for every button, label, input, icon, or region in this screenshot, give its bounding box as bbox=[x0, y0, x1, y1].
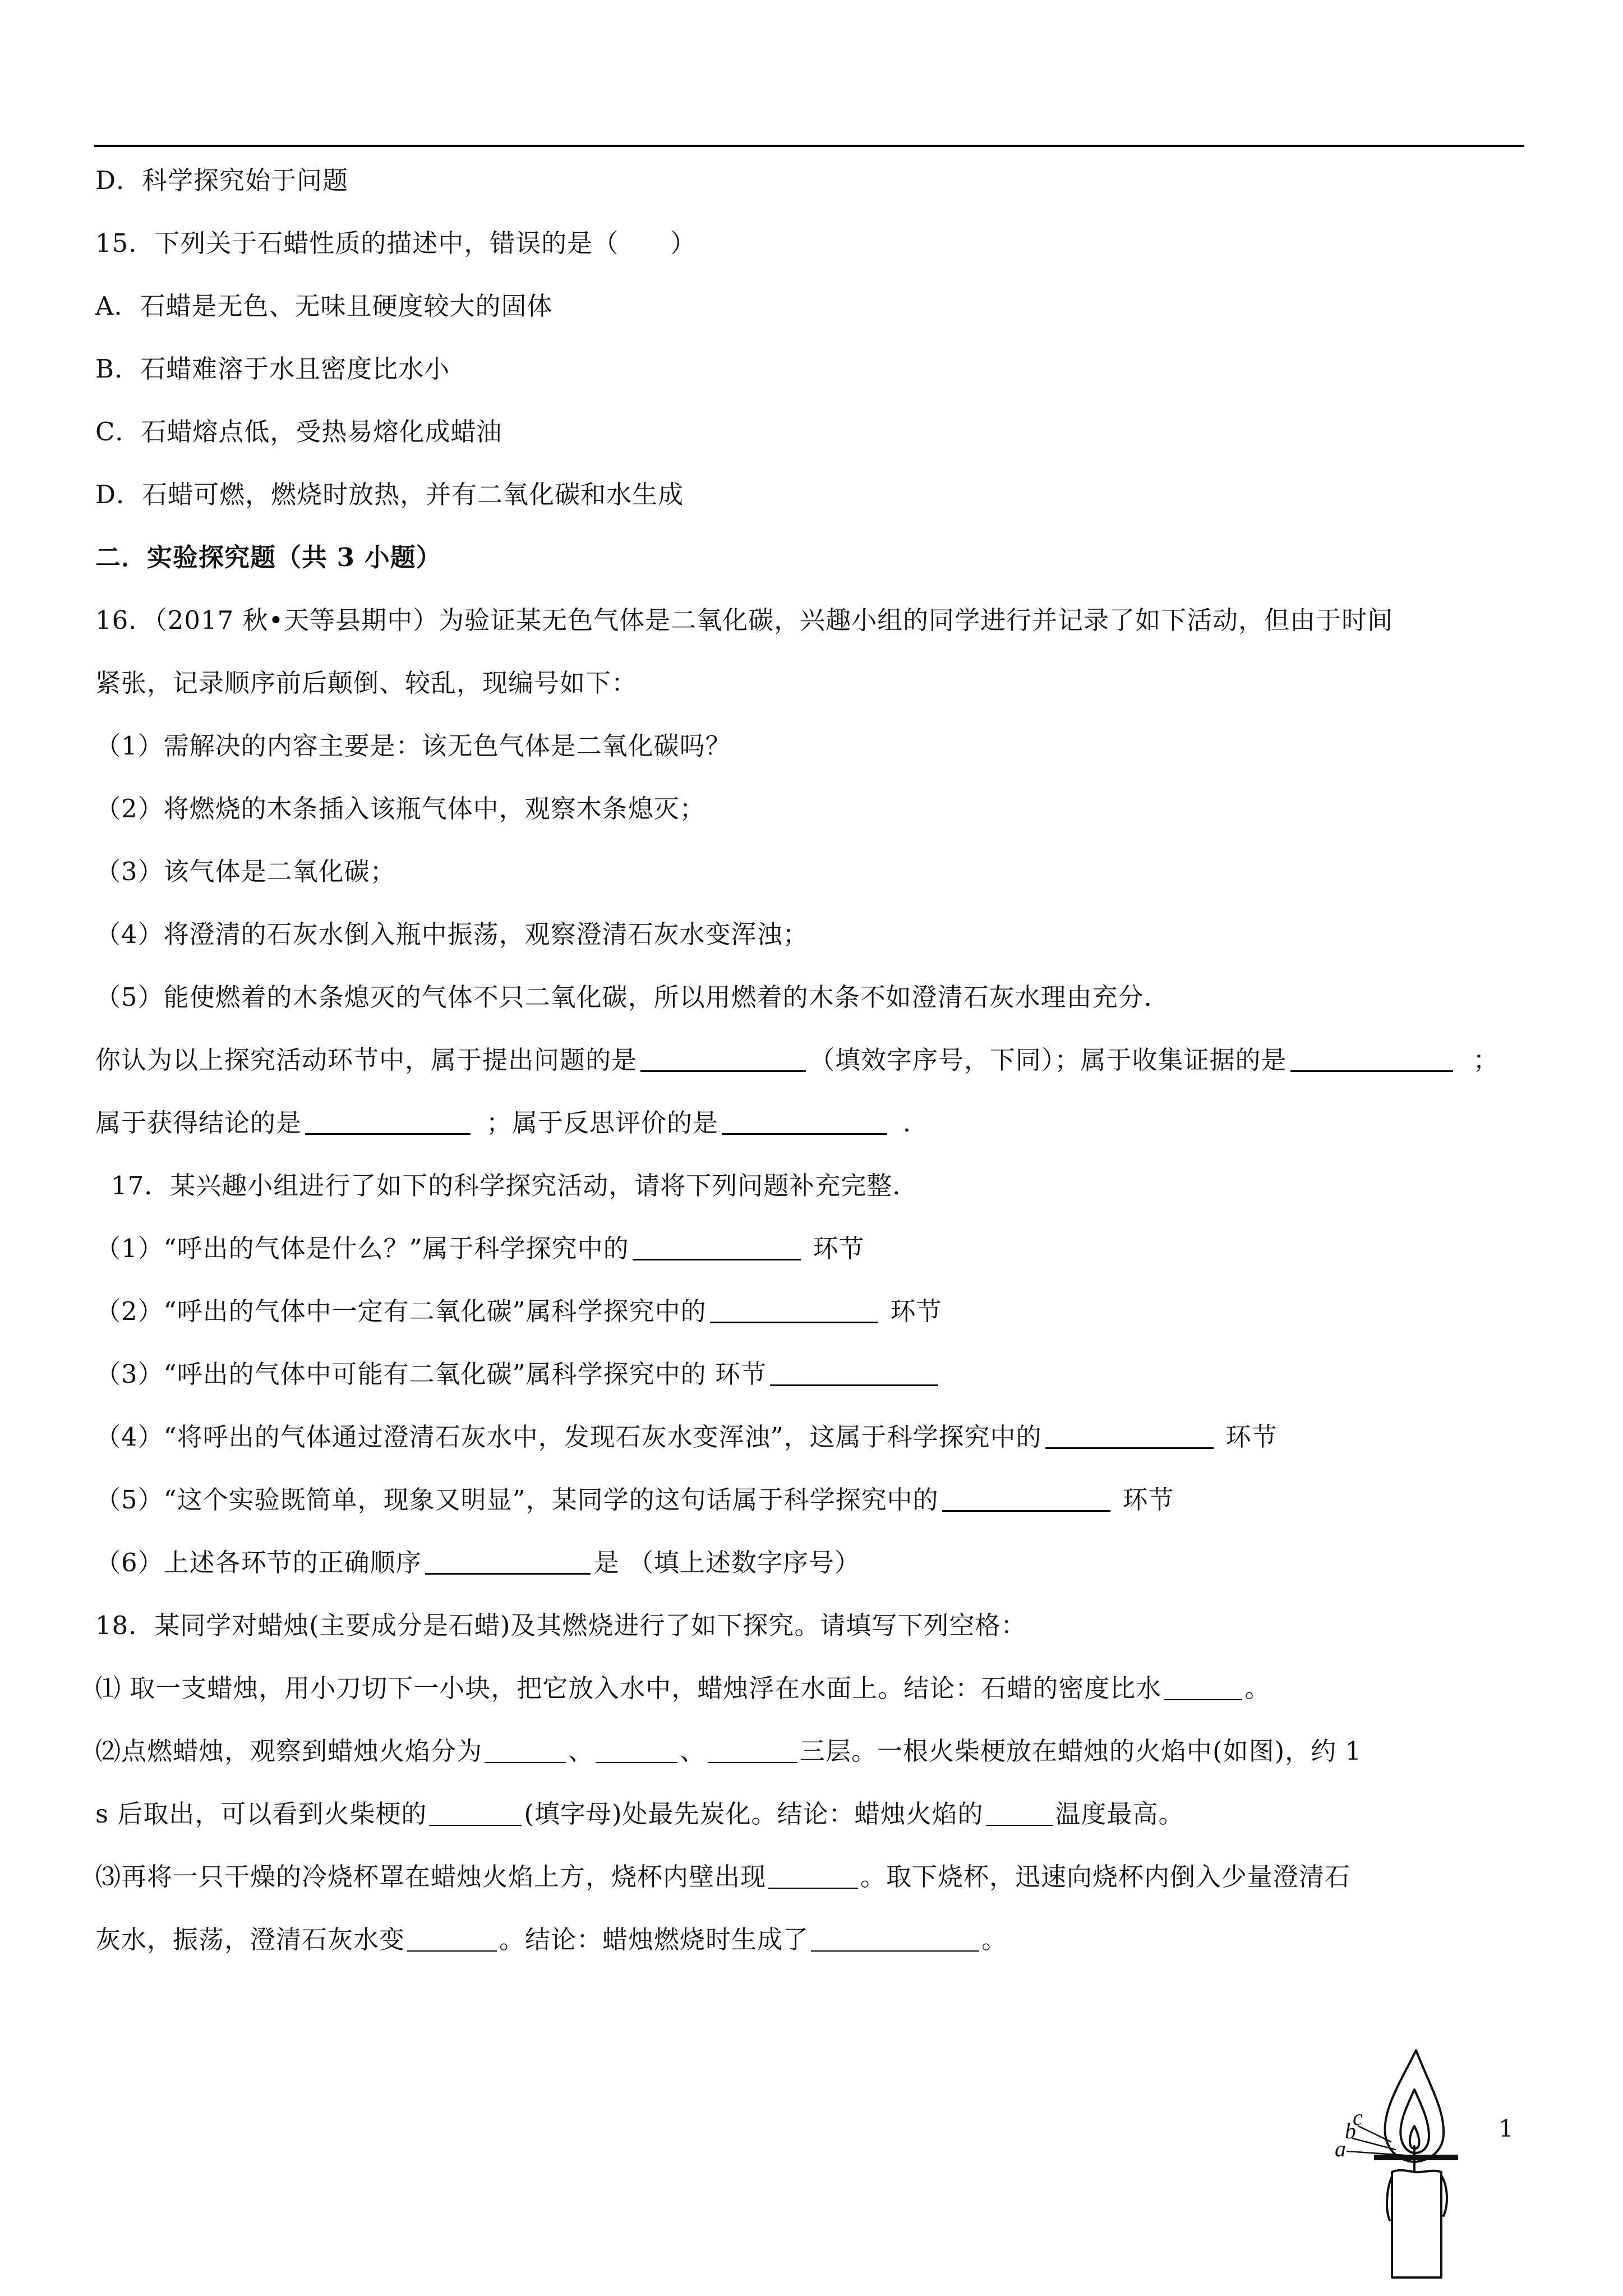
q18-part-3: ⑶再将一只干燥的冷烧杯罩在蜡烛火焰上方，烧杯内壁出现 。取下烧杯，迅速向烧杯内倒入少量澄清石 bbox=[95, 1862, 1351, 1892]
answer-blank[interactable] bbox=[768, 1863, 858, 1889]
answer-blank[interactable] bbox=[1045, 1423, 1214, 1449]
leader-line-a bbox=[1347, 2151, 1404, 2155]
candle-body bbox=[1392, 2172, 1441, 2277]
answer-blank[interactable] bbox=[770, 1360, 938, 1386]
answer-blank[interactable] bbox=[986, 1800, 1053, 1826]
q16-item-5: （5）能使燃着的木条熄灭的气体不只二氧化碳，所以用燃着的木条不如澄清石灰水理由充分． bbox=[95, 982, 1170, 1012]
answer-blank[interactable] bbox=[633, 1234, 801, 1260]
q16-item-3: （3）该气体是二氧化碳； bbox=[95, 857, 396, 886]
option-15b: B．石蜡难溶于水且密度比水小 bbox=[95, 354, 450, 384]
question-16: 16．（2017 秋•天等县期中）为验证某无色气体是二氧化碳，兴趣小组的同学进行并记录了如下活动，但由于时间 bbox=[95, 605, 1394, 635]
answer-blank[interactable] bbox=[1290, 1046, 1453, 1072]
flame-inner bbox=[1400, 2090, 1429, 2153]
answer-blank[interactable] bbox=[811, 1926, 979, 1952]
q16-item-2: （2）将燃烧的木条插入该瓶气体中，观察木条熄灭； bbox=[95, 794, 706, 823]
question-15: 15．下列关于石蜡性质的描述中，错误的是（ ） bbox=[95, 228, 697, 258]
q17-item-5: （5）“这个实验既简单，现象又明显”，某同学的这句话属于科学探究中的 环节 bbox=[95, 1485, 1174, 1515]
answer-blank[interactable] bbox=[407, 1926, 497, 1952]
option-15d: D．石蜡可燃，燃烧时放热，并有二氧化碳和水生成 bbox=[95, 480, 684, 509]
question-16-cont: 紧张，记录顺序前后颠倒、较乱，现编号如下： bbox=[95, 668, 638, 698]
answer-blank[interactable] bbox=[485, 1737, 566, 1763]
candle-top bbox=[1392, 2170, 1441, 2172]
header-rule bbox=[94, 145, 1524, 147]
q16-item-4: （4）将澄清的石灰水倒入瓶中振荡，观察澄清石灰水变浑浊； bbox=[95, 919, 809, 949]
label-a: a bbox=[1335, 2136, 1346, 2161]
answer-blank[interactable] bbox=[305, 1108, 471, 1135]
option-14d: D．科学探究始于问题 bbox=[95, 165, 349, 195]
label-c: c bbox=[1353, 2105, 1363, 2130]
section-heading: 二．实验探究题（共 3 小题） bbox=[95, 542, 442, 572]
answer-blank[interactable] bbox=[710, 1297, 878, 1323]
q17-item-4: （4）“将呼出的气体通过澄清石灰水中，发现石灰水变浑浊”，这属于科学探究中的 环节 bbox=[95, 1422, 1278, 1452]
answer-blank[interactable] bbox=[640, 1046, 806, 1072]
option-15c: C．石蜡熔点低，受热易熔化成蜡油 bbox=[95, 417, 502, 447]
q18-part-2: ⑵点燃蜡烛，观察到蜡烛火焰分为 、 、 三层。一根火柴梗放在蜡烛的火焰中(如图)，约 1 bbox=[95, 1736, 1362, 1766]
q17-item-6: （6）上述各环节的正确顺序 是 （填上述数字序号） bbox=[95, 1548, 860, 1577]
option-15a: A．石蜡是无色、无味且硬度较大的固体 bbox=[95, 291, 553, 321]
label-b: b bbox=[1345, 2118, 1356, 2143]
q16-prompt-line1: 你认为以上探究活动环节中，属于提出问题的是 （填效字序号，下同）；属于收集证据的是 ； bbox=[95, 1045, 1499, 1075]
q18-part-3-cont: 灰水，振荡，澄清石灰水变 。结论：蜡烛燃烧时生成了 。 bbox=[95, 1925, 1008, 1954]
question-17: 17．某兴趣小组进行了如下的科学探究活动，请将下列问题补充完整． bbox=[111, 1171, 919, 1200]
answer-blank[interactable] bbox=[942, 1485, 1110, 1512]
answer-blank[interactable] bbox=[425, 1548, 591, 1575]
page-number: 1 bbox=[1498, 2115, 1514, 2142]
q16-item-1: （1）需解决的内容主要是：该无色气体是二氧化碳吗？ bbox=[95, 731, 731, 761]
q17-item-1: （1）“呼出的气体是什么？”属于科学探究中的 环节 bbox=[95, 1234, 865, 1263]
q17-item-2: （2）“呼出的气体中一定有二氧化碳”属科学探究中的 环节 bbox=[95, 1296, 942, 1326]
answer-blank[interactable] bbox=[722, 1108, 887, 1135]
candle-flame-figure bbox=[1329, 2042, 1497, 2289]
answer-blank[interactable] bbox=[1164, 1674, 1242, 1700]
answer-blank[interactable] bbox=[429, 1800, 522, 1826]
answer-blank[interactable] bbox=[596, 1737, 677, 1763]
q18-part-2-cont: s 后取出，可以看到火柴梗的 (填字母)处最先炭化。结论：蜡烛火焰的 温度最高。 bbox=[95, 1799, 1184, 1829]
q16-prompt-line2: 属于获得结论的是 ；属于反思评价的是 ． bbox=[95, 1108, 929, 1138]
question-18: 18．某同学对蜡烛(主要成分是石蜡)及其燃烧进行了如下探究。请填写下列空格： bbox=[95, 1611, 1027, 1640]
q18-part-1: ⑴ 取一支蜡烛，用小刀切下一小块，把它放入水中，蜡烛浮在水面上。结论：石蜡的密度比水 。 bbox=[95, 1673, 1271, 1703]
matchstick bbox=[1374, 2155, 1458, 2160]
answer-blank[interactable] bbox=[708, 1737, 797, 1763]
q17-item-3: （3）“呼出的气体中可能有二氧化碳”属科学探究中的 环节 bbox=[95, 1358, 942, 1391]
